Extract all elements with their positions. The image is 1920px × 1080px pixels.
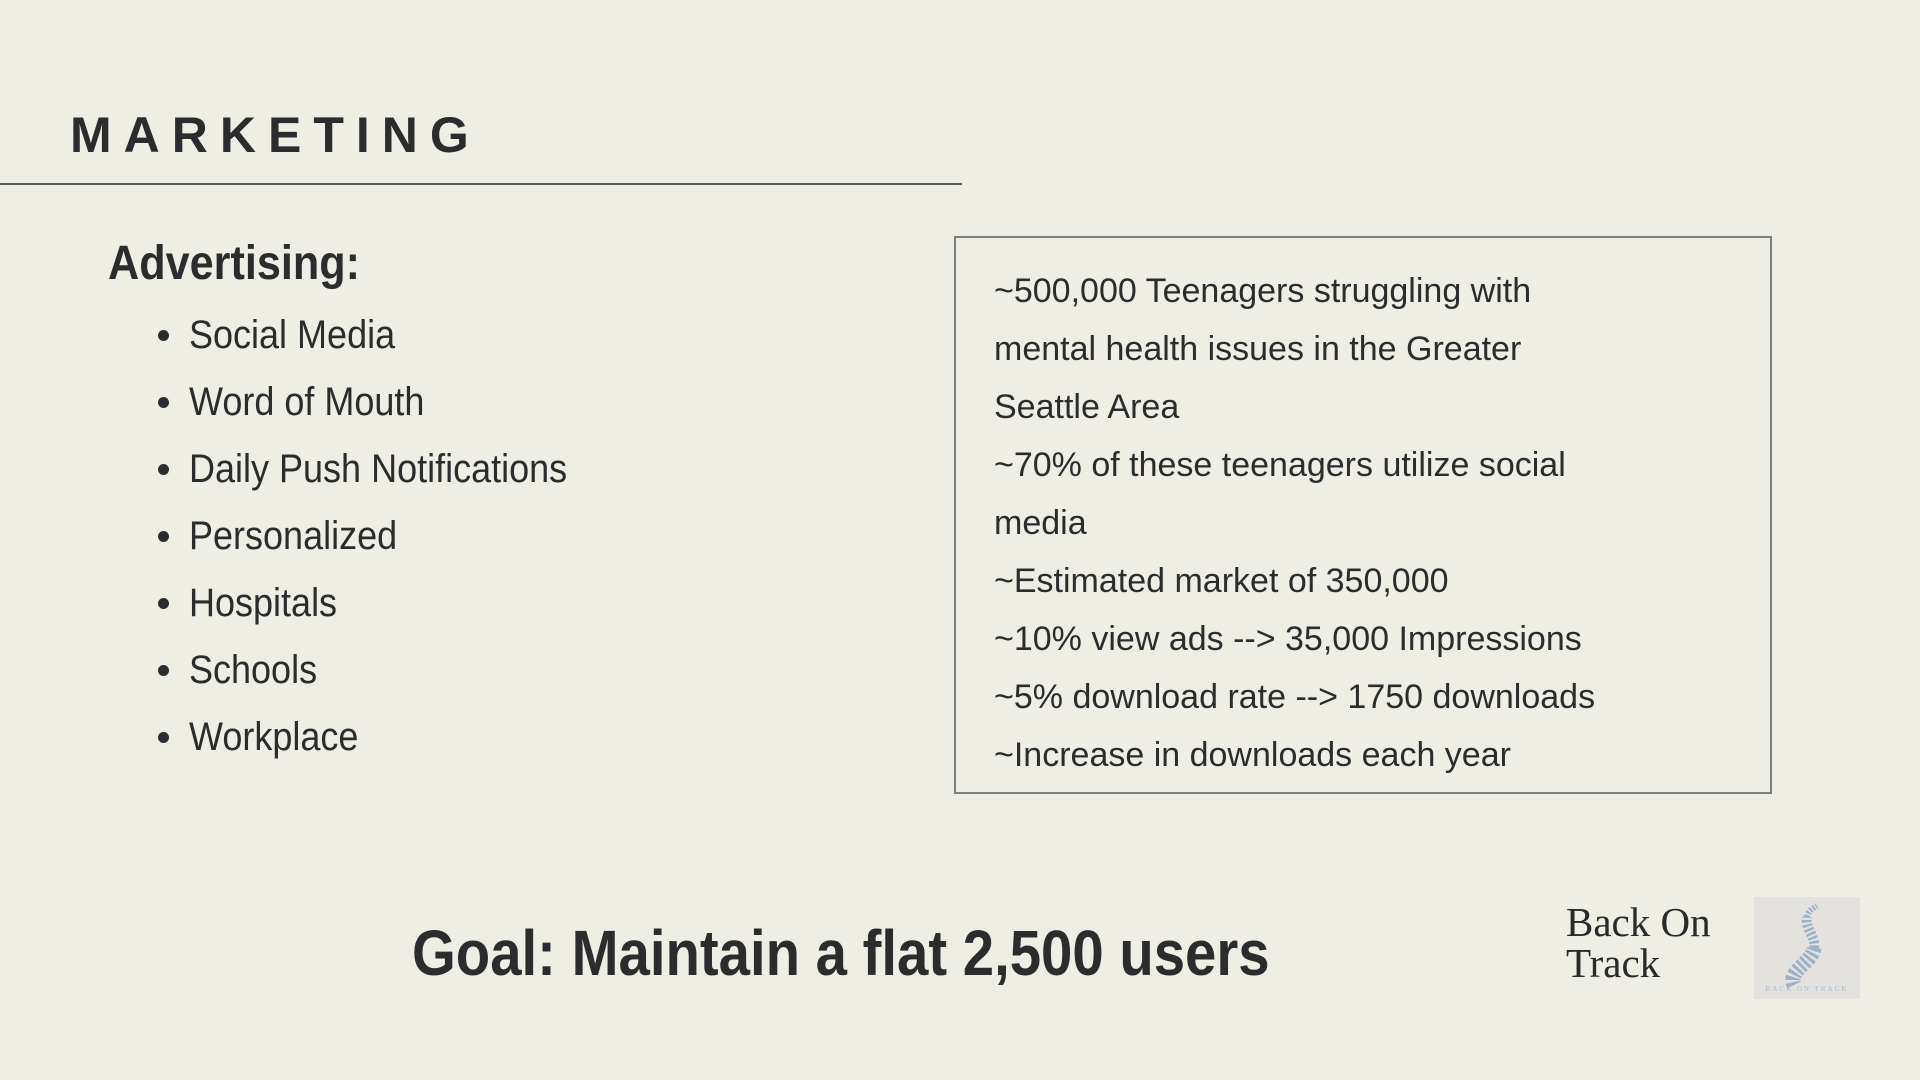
title-divider [0,183,962,185]
stats-line: ~Increase in downloads each year [994,736,1511,774]
stats-line: media [994,504,1087,542]
market-stats-box [954,236,1772,794]
brand-name-line1: Back On [1566,899,1711,945]
stats-line: ~500,000 Teenagers struggling with [994,272,1532,310]
brand-wordmark [1566,899,1711,986]
bullet-dot-icon [158,330,169,341]
bullet-dot-icon [158,598,169,609]
stats-line: ~Estimated market of 350,000 [994,562,1449,600]
advertising-list [146,302,609,771]
back-on-track-logo [1754,897,1860,999]
stats-line: ~10% view ads --> 35,000 Impressions [994,620,1582,658]
page-title: MARKETING [70,107,481,163]
brand-name-line2: Track [1566,940,1661,986]
list-item [146,436,609,503]
list-item-label: Social Media [189,313,396,357]
stats-line: mental health issues in the Greater [994,330,1522,368]
bullet-dot-icon [158,531,169,542]
list-item [146,369,609,436]
list-item [146,302,609,369]
goal-text [412,916,1387,990]
advertising-heading [108,236,388,291]
road-icon [1807,917,1814,948]
list-item-label: Workplace [189,715,359,759]
road-icon [1793,948,1814,985]
goal-text-label: Goal: Maintain a flat 2,500 users [412,917,1270,989]
list-item-label: Hospitals [189,581,338,625]
list-item [146,704,609,771]
stats-line: ~5% download rate --> 1750 downloads [994,678,1596,716]
list-item-label: Schools [189,648,318,692]
advertising-heading-label: Advertising: [108,237,361,290]
bullet-dot-icon [158,464,169,475]
bullet-dot-icon [158,397,169,408]
stats-line: ~70% of these teenagers utilize social [994,446,1566,484]
list-item [146,637,609,704]
logo-graphic [1754,897,1860,999]
stats-line: Seattle Area [994,388,1180,426]
road-icon [1807,906,1817,917]
list-item [146,503,609,570]
list-item-label: Daily Push Notifications [189,447,568,491]
logo-caption: BACK ON TRACK [1765,985,1849,993]
list-item-label: Word of Mouth [189,380,425,424]
list-item [146,570,609,637]
bullet-dot-icon [158,732,169,743]
list-item-label: Personalized [189,514,398,558]
bullet-dot-icon [158,665,169,676]
